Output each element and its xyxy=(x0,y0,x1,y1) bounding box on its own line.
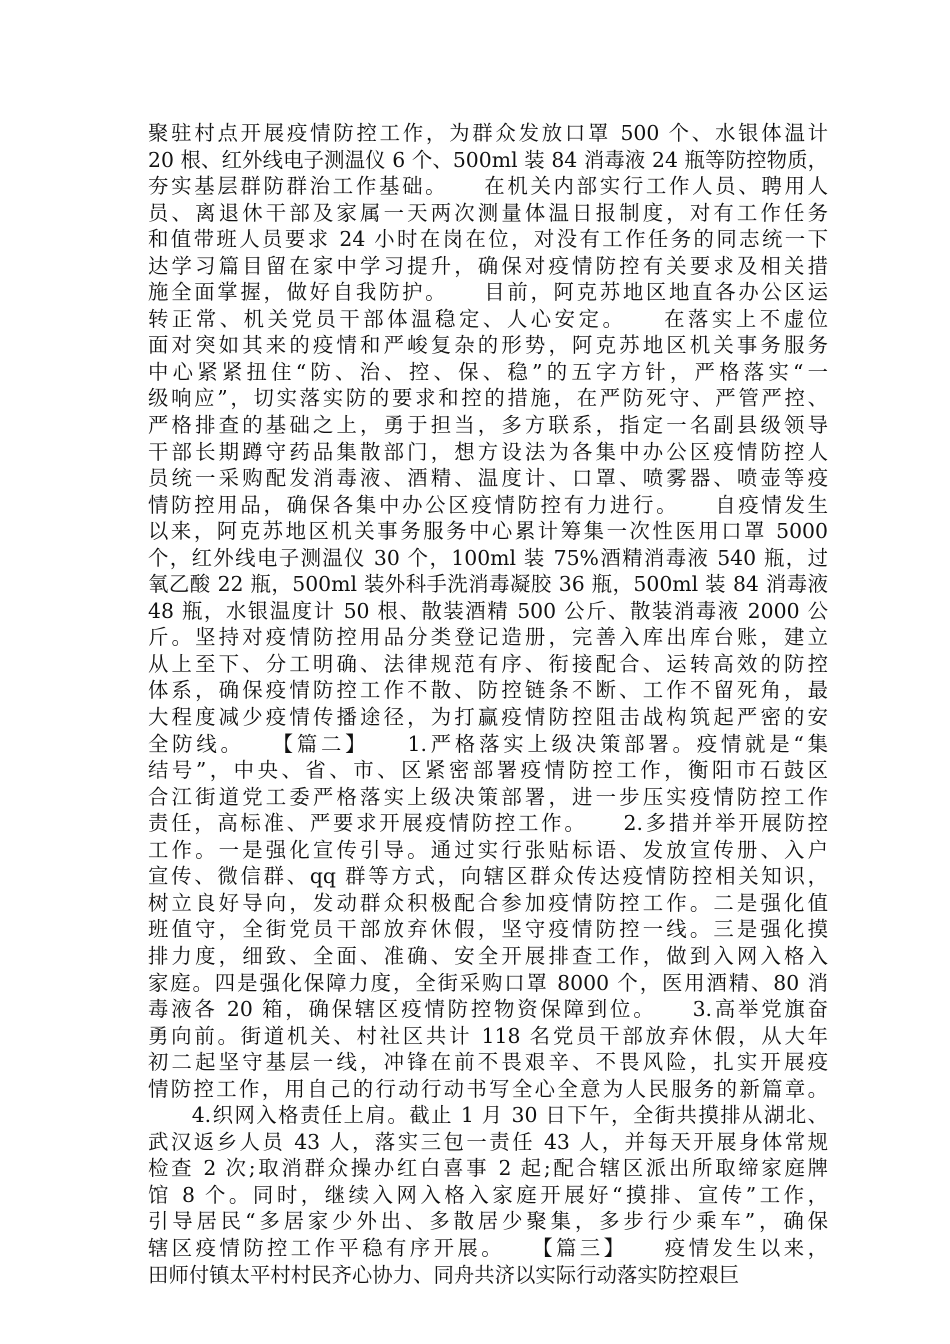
text-line: 以来，阿克苏地区机关事务服务中心累计筹集一次性医用口罩 5000 xyxy=(148,519,828,544)
text-line: 施全面掌握，做好自我防护。 目前，阿克苏地区地直各办公区运 xyxy=(148,280,828,305)
text-line: 宣传、微信群、qq 群等方式，向辖区群众传达疫情防控相关知识， xyxy=(148,864,828,889)
text-line: 20 根、红外线电子测温仪 6 个、500ml 装 84 消毒液 24 瓶等防控物质， xyxy=(148,147,828,172)
text-line: 聚驻村点开展疫情防控工作，为群众发放口罩 500 个、水银体温计 xyxy=(148,121,828,145)
text-line: 排力度，细致、全面、准确、安全开展排查工作，做到入网入格入 xyxy=(148,943,828,968)
text-line: 情防控用品，确保各集中办公区疫情防控有力进行。 自疫情发生 xyxy=(148,492,828,517)
text-line: 田师付镇太平村村民齐心协力、同舟共济以实际行动落实防控艰巨 xyxy=(148,1262,740,1287)
text-line: 班值守，全街党员干部放弃休假，坚守疫情防控一线。三是强化摸 xyxy=(148,917,828,942)
text-line: 馆 8 个。同时，继续入网入格入家庭开展好“摸排、宣传”工作， xyxy=(148,1182,828,1207)
text-line: 家庭。四是强化保障力度，全街采购口罩 8000 个，医用酒精、80 消 xyxy=(148,970,828,995)
text-line: 和值带班人员要求 24 小时在岗在位，对没有工作任务的同志统一下 xyxy=(148,227,828,252)
text-line: 毒液各 20 箱，确保辖区疫情防控物资保障到位。 3.高举党旗奋 xyxy=(148,997,828,1022)
text-line: 情防控工作，用自己的行动行动书写全心全意为人民服务的新篇章。 xyxy=(148,1076,828,1101)
text-line: 责任，高标准、严要求开展疫情防控工作。 2.多措并举开展防控 xyxy=(148,811,828,836)
text-line: 级响应”，切实落实防的要求和控的措施，在严防死守、严管严控、 xyxy=(148,386,828,411)
text-line: 勇向前。街道机关、村社区共计 118 名党员干部放弃休假，从大年 xyxy=(148,1023,828,1048)
text-line: 转正常、机关党员干部体温稳定、人心安定。 在落实上不虚位 xyxy=(148,306,828,331)
text-line: 48 瓶，水银温度计 50 根、散装酒精 500 公斤、散装消毒液 2000 公 xyxy=(148,598,828,623)
text-line: 严格排查的基础之上，勇于担当，多方联系，指定一名副县级领导 xyxy=(148,413,828,438)
text-line: 体系，确保疫情防控工作不散、防控链条不断、工作不留死角，最 xyxy=(148,678,828,703)
text-line: 合江街道党工委严格落实上级决策部署，进一步压实疫情防控工作 xyxy=(148,784,828,809)
text-line: 达学习篇目留在家中学习提升，确保对疫情防控有关要求及相关措 xyxy=(148,253,828,278)
text-line: 武汉返乡人员 43 人，落实三包一责任 43 人，并每天开展身体常规 xyxy=(148,1129,828,1154)
text-line: 结号”，中央、省、市、区紧密部署疫情防控工作，衡阳市石鼓区 xyxy=(148,758,828,783)
text-line: 氧乙酸 22 瓶，500ml 装外科手洗消毒凝胶 36 瓶，500ml 装 84 消毒液 xyxy=(148,572,828,597)
text-line: 4.织网入格责任上肩。截止 1 月 30 日下午，全街共摸排从湖北、 xyxy=(148,1103,828,1128)
text-line: 从上至下、分工明确、法律规范有序、衔接配合、运转高效的防控 xyxy=(148,651,828,676)
text-line: 斤。坚持对疫情防控用品分类登记造册，完善入库出库台账，建立 xyxy=(148,625,828,650)
text-line: 员、离退休干部及家属一天两次测量体温日报制度，对有工作任务 xyxy=(148,200,828,225)
text-line: 中心紧紧扭住“防、治、控、保、稳”的五字方针，严格落实“一 xyxy=(148,359,828,384)
text-line: 干部长期蹲守药品集散部门，想方设法为各集中办公区疫情防控人 xyxy=(148,439,828,464)
text-line: 工作。一是强化宣传引导。通过实行张贴标语、发放宣传册、入户 xyxy=(148,837,828,862)
text-line: 夯实基层群防群治工作基础。 在机关内部实行工作人员、聘用人 xyxy=(148,174,828,199)
body-text xyxy=(148,120,828,1288)
text-line: 引导居民“多居家少外出、多散居少聚集，多步行少乘车”，确保 xyxy=(148,1209,828,1234)
text-line: 初二起坚守基层一线，冲锋在前不畏艰辛、不畏风险，扎实开展疫 xyxy=(148,1050,828,1075)
text-line: 辖区疫情防控工作平稳有序开展。 【篇三】 疫情发生以来， xyxy=(148,1235,828,1260)
text-line: 树立良好导向，发动群众积极配合参加疫情防控工作。二是强化值 xyxy=(148,890,828,915)
text-line: 员统一采购配发消毒液、酒精、温度计、口罩、喷雾器、喷壶等疫 xyxy=(148,466,828,491)
text-line: 面对突如其来的疫情和严峻复杂的形势，阿克苏地区机关事务服务 xyxy=(148,333,828,358)
text-line: 检查 2 次;取消群众操办红白喜事 2 起;配合辖区派出所取缔家庭牌 xyxy=(148,1156,828,1181)
text-line: 全防线。 【篇二】 1.严格落实上级决策部署。疫情就是“集 xyxy=(148,731,828,756)
text-line: 个，红外线电子测温仪 30 个，100ml 装 75%酒精消毒液 540 瓶，过 xyxy=(148,545,828,570)
text-line: 大程度减少疫情传播途径，为打赢疫情防控阻击战构筑起严密的安 xyxy=(148,705,828,730)
